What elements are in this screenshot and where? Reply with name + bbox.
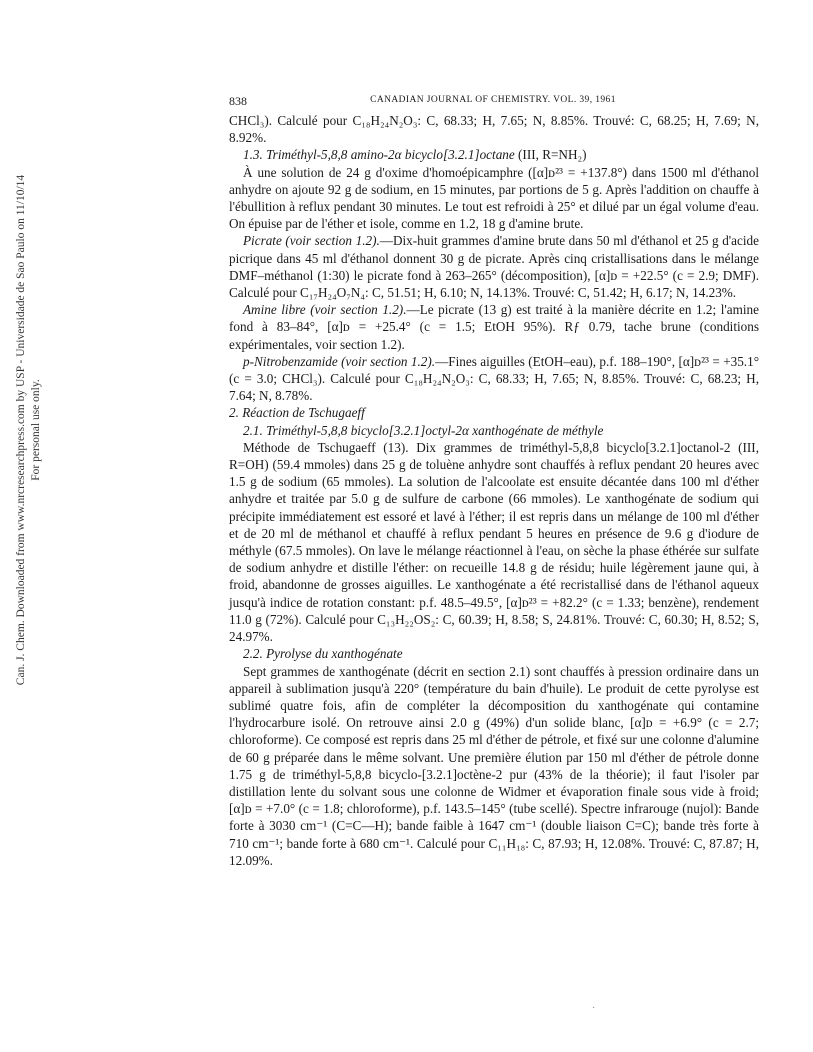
paragraph-pyrolysis: Sept grammes de xanthogénate (décrit en section 2.1) sont chauffés à pression ordinaire dans un appareil à sublimation jusqu'à 220° (température du bain d'huile). Le produit de cette pyrolyse est sublimé quatre fois, afin de compléter la décomposition du xanthogénate qui contamine l'hydrocarbure isolé. On retrouve ainsi 2.0 g (49%) d'un solide blanc, [α]ᴅ = +6.9° (c = 2.7; chloroforme). Ce composé est repris dans 25 ml d'éther de pétrole, et fixé sur une colonne d'alumine de 60 g préparée dans le même solvant. Une première élution par 150 ml d'éther de pétrole donne 1.75 g de triméthyl-5,8,8 bicyclo-[3.2.1]octène-2 pur (43% de la théorie); il faut l'isoler par distillation lente du solvant sous une colonne de Widmer et évaporation finale sous vide à froid; [α]ᴅ = +7.0° (c = 1.8; chloroforme), p.f. 143.5–145° (tube scellé). Spectre infrarouge (nujol): Bande forte à 3030 cm⁻¹ (C=C—H); bande faible à 1647 cm⁻¹ (double liaison C=C); bande très forte à 710 cm⁻¹; bande forte à 680 cm⁻¹. Calculé pour C₁₁H₁₈: C, 87.93; H, 12.08%. Trouvé: C, 87.87; H, 12.09%. bbox=[229, 663, 759, 868]
nitrobenzamide-text: —Fines aiguilles (EtOH–eau), p.f. 188–190°, [α]ᴅ²³ = +35.1° (c = 3.0; CHCl₃). Calculé pour C₁₈H₂₄N₂O₃: C, 68.33; H, 7.65; N, 8.85%. Trouvé: C, 68.23; H, 7.64; N, 8.78%. bbox=[229, 353, 759, 404]
paragraph-tschugaeff-method: Méthode de Tschugaeff (13). Dix grammes de triméthyl-5,8,8 bicyclo[3.2.1]octanol-2 (III, R=OH) (59.4 mmoles) dans 25 g de toluène anhydre sont chauffés à reflux pendant 20 heures avec 1.5 g de sodium (65 mmoles). La solution de l'alcoolate est ensuite décantée dans 100 ml d'éther anhydre et traitée par 5.0 g de sulfure de carbone (66 mmoles). Le xanthogénate de sodium qui précipite immédiatement est essoré et lavé à l'éther; il est repris dans un mélange de 100 ml d'éther et de 20 ml de méthanol et chauffé à reflux pendant 5 heures en présence de 9.6 g d'iodure de méthyle (67.5 mmoles). On lave le mélange réactionnel à l'eau, on sèche la phase éthérée sur sulfate de sodium anhydre et distille l'éther: on recueille 14.8 g de résidu; huile légèrement jaune qui, à froid, abandonne de grosses aiguilles. Le xanthogénate a été recristallisé dans de l'éthanol aqueux jusqu'à indice de rotation constant: p.f. 48.5–49.5°, [α]ᴅ²³ = +82.2° (c = 1.33; benzène), rendement 11.0 g (72%). Calculé pour C₁₃H₂₂OS₂: C, 60.39; H, 8.58; S, 24.81%. Trouvé: C, 60.30; H, 8.52; S, 24.97%. bbox=[229, 439, 759, 645]
nitrobenzamide-lead: p-Nitrobenzamide (voir section 1.2). bbox=[243, 353, 436, 369]
article-body bbox=[229, 112, 759, 869]
download-notice-line1: Can. J. Chem. Downloaded from www.nrcresearchpress.com by USP - Universidade de Sao Paulo on 11/10/14 bbox=[15, 174, 27, 686]
download-notice bbox=[14, 175, 44, 685]
paragraph-picrate bbox=[229, 232, 759, 301]
section-heading-1-3 bbox=[229, 146, 759, 163]
section-heading-1-3-suffix: (III, R=NH₂) bbox=[514, 147, 587, 163]
section-heading-1-3-title: 1.3. Triméthyl-5,8,8 amino-2α bicyclo[3.2.1]octane bbox=[243, 147, 515, 163]
paragraph-nitrobenzamide bbox=[229, 353, 759, 405]
paragraph-free-amine bbox=[229, 301, 759, 353]
section-heading-2: 2. Réaction de Tschugaeff bbox=[229, 405, 365, 421]
picrate-text: —Dix-huit grammes d'amine brute dans 50 ml d'éthanol et 25 g d'acide picrique dans 45 ml d'éthanol donnent 30 g de picrate. Après cinq cristallisations dans le mélange DMF–méthanol (1:30) le picrate fond à 263–265° (décomposition), [α]ᴅ = +22.5° (c = 2.9; DMF). Calculé pour C₁₇H₂₄O₇N₄: C, 51.51; H, 6.10; N, 14.13%. Trouvé: C, 51.42; H, 6.17; N, 14.23%. bbox=[229, 233, 760, 301]
section-heading-2-1: 2.1. Triméthyl-5,8,8 bicyclo[3.2.1]octyl-2α xanthogénate de méthyle bbox=[243, 422, 604, 438]
download-watermark bbox=[6, 170, 52, 690]
paragraph-amine-synthesis: À une solution de 24 g d'oxime d'homoépicamphre ([α]ᴅ²³ = +137.8°) dans 1500 ml d'éthanol anhydre on ajoute 92 g de sodium, en 15 minutes, par portions de 5 g. Après l'addition on chauffe à l'ébullition à reflux pendant 30 minutes. Le tout est refroidi à 25° et dilué par un égal volume d'eau. On épuise par de l'éther et isole, comme en 1.2, 18 g d'amine brute. bbox=[229, 164, 759, 232]
page-header bbox=[229, 94, 757, 110]
download-notice-line2: For personal use only. bbox=[30, 379, 42, 481]
section-heading-2-2: 2.2. Pyrolyse du xanthogénate bbox=[243, 646, 403, 662]
picrate-lead: Picrate (voir section 1.2). bbox=[243, 233, 380, 249]
running-head: CANADIAN JOURNAL OF CHEMISTRY. VOL. 39, 1961 bbox=[370, 95, 616, 105]
free-amine-lead: Amine libre (voir section 1.2). bbox=[243, 302, 407, 318]
scan-speck: · bbox=[592, 1003, 596, 1014]
page-number: 838 bbox=[229, 94, 247, 108]
paragraph-continuation: CHCl₃). Calculé pour C₁₈H₂₄N₂O₃: C, 68.33; H, 7.65; N, 8.85%. Trouvé: C, 68.25; H, 7.69; N, 8.92%. bbox=[229, 113, 759, 146]
free-amine-text: —Le picrate (13 g) est traité à la manière décrite en 1.2; l'amine fond à 83–84°, [α]ᴅ = +25.4° (c = 1.5; EtOH 95%). Rƒ 0.79, tache brune (conditions expérimentales, voir section 1.2). bbox=[229, 302, 759, 352]
